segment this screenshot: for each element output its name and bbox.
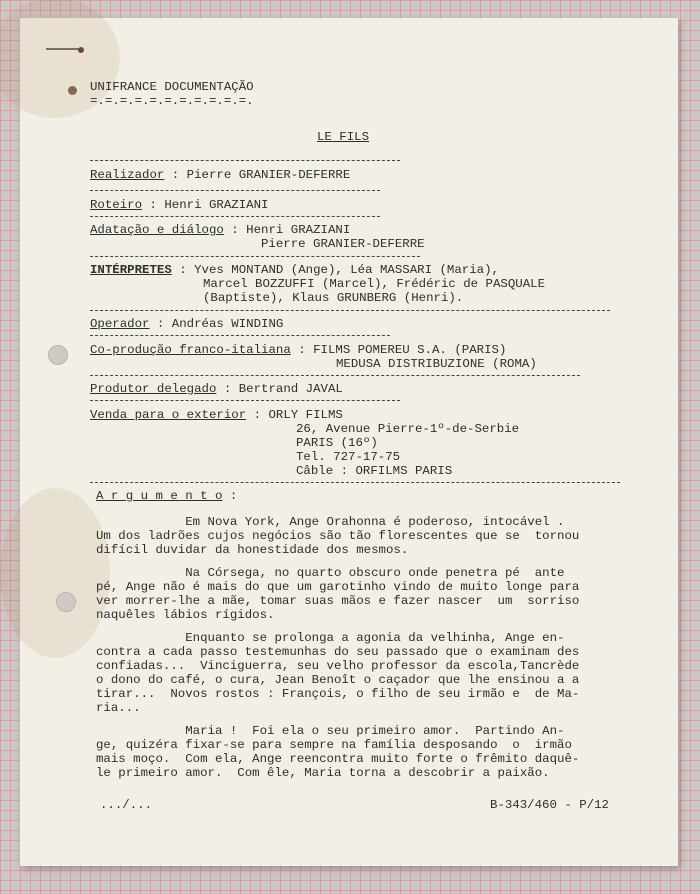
realizador-label: Realizador xyxy=(90,168,165,182)
staple-mark xyxy=(46,48,80,50)
adaptacao-value: : Henri GRAZIANI xyxy=(223,223,351,237)
text-line: Enquanto se prolonga a agonia da velhinha, Ange en- xyxy=(96,631,565,645)
credit-operador xyxy=(90,317,283,331)
text-line: naquêles lábios rígidos. xyxy=(96,608,275,622)
argumento-label: A r g u m e n t o xyxy=(96,489,223,503)
credit-coproducao xyxy=(90,343,506,357)
header-org: UNIFRANCE DOCUMENTAÇÃO xyxy=(90,80,254,94)
credit-produtor xyxy=(90,382,343,396)
venda-line-3: PARIS (16º) xyxy=(296,436,378,450)
credit-roteiro xyxy=(90,198,268,212)
interpretes-line-3: (Baptiste), Klaus GRUNBERG (Henri). xyxy=(203,291,464,305)
adaptacao-label: Adatação e diálogo xyxy=(90,223,224,237)
separator xyxy=(90,335,390,336)
text-line: confiadas... Vinciguerra, seu velho professor da escola,Tancrède xyxy=(96,659,580,673)
separator xyxy=(90,160,400,161)
argumento-colon: : xyxy=(222,489,238,503)
operador-value: : Andréas WINDING xyxy=(149,317,284,331)
punch-hole xyxy=(48,345,68,365)
stain xyxy=(0,488,110,658)
ink-spot xyxy=(78,47,84,53)
text-line: pé, Ange não é mais do que um garotinho vindo de muito longe para xyxy=(96,580,580,594)
venda-line-2: 26, Avenue Pierre-1º-de-Serbie xyxy=(296,422,520,436)
page-title: LE FILS xyxy=(317,130,370,144)
credit-adaptacao xyxy=(90,223,350,237)
text-line: ver morrer-lhe a mãe, tomar suas mãos e fazer nascer um sorriso xyxy=(96,594,580,608)
text-line: difícil duvidar da honestidade dos mesmos. xyxy=(96,543,409,557)
credit-realizador xyxy=(90,168,350,182)
text-line: ria... xyxy=(96,701,141,715)
venda-value: : ORLY FILMS xyxy=(246,408,343,422)
separator xyxy=(90,310,610,311)
separator xyxy=(90,375,580,376)
coproducao-label: Co-produção franco-italiana xyxy=(90,343,291,357)
text-line: Maria ! Foi ela o seu primeiro amor. Partindo An- xyxy=(96,724,565,738)
header-ornament: =.=.=.=.=.=.=.=.=.=.=. xyxy=(90,94,254,108)
text-line: contra a cada passo testemunhas do seu passado que o examinam des xyxy=(96,645,580,659)
text-line: le primeiro amor. Com êle, Maria torna a descobrir a paixão. xyxy=(96,766,550,780)
separator xyxy=(90,190,380,191)
punch-hole xyxy=(56,592,76,612)
interpretes-label: INTÉRPRETES xyxy=(90,263,172,277)
text-line: ge, quizéra fixar-se para sempre na família desposando o irmão xyxy=(96,738,572,752)
text-line: Um dos ladrões cujos negócios são tão florescentes que se tornou xyxy=(96,529,580,543)
separator xyxy=(90,256,420,257)
text-line: tirar... Novos rostos : François, o filho de seu irmão e de Ma- xyxy=(96,687,580,701)
text-line: o dono do café, o cura, Jean Benoît o caçador que lhe ensinou a a xyxy=(96,673,580,687)
document-reference: B-343/460 - P/12 xyxy=(490,798,609,812)
argumento-heading xyxy=(96,489,237,503)
credit-interpretes xyxy=(90,263,499,277)
roteiro-value: : Henri GRAZIANI xyxy=(142,198,269,212)
text-line: mais moço. Com ela, Ange reencontra muito forte o frêmito daquê- xyxy=(96,752,580,766)
produtor-label: Produtor delegado xyxy=(90,382,217,396)
venda-line-5: Câble : ORFILMS PARIS xyxy=(296,464,453,478)
separator xyxy=(90,216,380,217)
separator xyxy=(90,400,400,401)
interpretes-value: : Yves MONTAND (Ange), Léa MASSARI (Maria), xyxy=(171,263,499,277)
credit-venda xyxy=(90,408,343,422)
ink-spot xyxy=(68,86,77,95)
operador-label: Operador xyxy=(90,317,150,331)
separator xyxy=(90,482,620,483)
realizador-value: : Pierre GRANIER-DEFERRE xyxy=(164,168,351,182)
text-line: Em Nova York, Ange Orahonna é poderoso, intocável . xyxy=(96,515,565,529)
venda-line-4: Tel. 727-17-75 xyxy=(296,450,401,464)
interpretes-line-2: Marcel BOZZUFFI (Marcel), Frédéric de PASQUALE xyxy=(203,277,546,291)
document-page xyxy=(20,18,678,866)
produtor-value: : Bertrand JAVAL xyxy=(216,382,343,396)
roteiro-label: Roteiro xyxy=(90,198,143,212)
venda-label: Venda para o exterior xyxy=(90,408,247,422)
text-line: Na Córsega, no quarto obscuro onde penetra pé ante xyxy=(96,566,565,580)
continued-marker: .../... xyxy=(100,798,153,812)
adaptacao-value-2: Pierre GRANIER-DEFERRE xyxy=(261,237,425,251)
coproducao-value-2: MEDUSA DISTRIBUZIONE (ROMA) xyxy=(336,357,537,371)
coproducao-value: : FILMS POMEREU S.A. (PARIS) xyxy=(290,343,507,357)
